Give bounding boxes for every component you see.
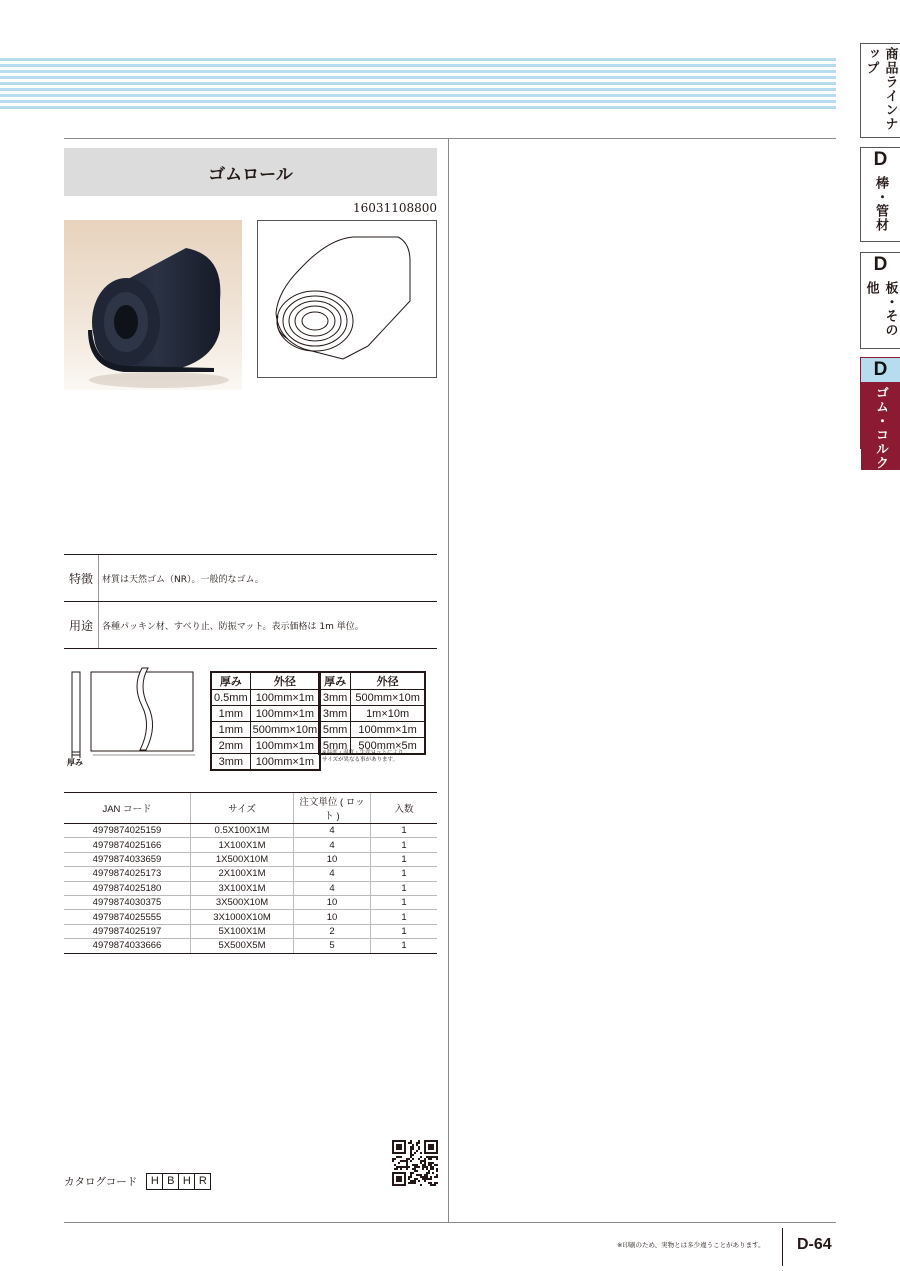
footer-note: ※印刷のため、実物とは多少違うことがあります。 (617, 1241, 765, 1249)
feature-row (64, 554, 437, 601)
qty-cell: 1 (371, 910, 438, 924)
lot-cell: 4 (294, 824, 371, 838)
thickness-diagram (64, 664, 204, 774)
size-cell: 3X100X1M (191, 881, 294, 895)
qty-cell: 1 (371, 939, 438, 953)
usage-text: 各種パッキン材、すべり止、防振マット。表示価格は 1m 単位。 (102, 621, 364, 632)
size-cell: 0.5X100X1M (191, 824, 294, 838)
side-tab-lineup[interactable] (860, 43, 900, 138)
usage-row (64, 601, 437, 649)
catalog-letter: R (194, 1173, 211, 1190)
jan-cell: 4979874025159 (64, 824, 191, 838)
table-row (64, 881, 437, 895)
side-tab-letter: D (873, 254, 888, 275)
qty-cell: 1 (371, 867, 438, 881)
lot-cell: 10 (294, 852, 371, 866)
lot-cell: 4 (294, 838, 371, 852)
side-tab-rods[interactable] (860, 147, 900, 242)
size-table-right: 厚み 外径 3mm 500mm×10m 3mm 1m×10m 5mm 100mm×1m 5mm 500mm×5m (318, 671, 426, 755)
feature-text: 材質は天然ゴム（NR）。一般的なゴム。 (102, 574, 264, 585)
side-tab-letter: D (873, 149, 888, 170)
footer-divider (782, 1228, 783, 1266)
size-cell: 1X100X1M (191, 838, 294, 852)
jan-cell: 4979874025173 (64, 867, 191, 881)
lot-cell: 5 (294, 939, 371, 953)
table-row (64, 867, 437, 881)
catalog-letter: B (162, 1173, 179, 1190)
size-cell: 3X500X10M (191, 895, 294, 909)
size-cell: 5X500X5M (191, 939, 294, 953)
qty-cell: 1 (371, 852, 438, 866)
catalog-letter: H (146, 1173, 163, 1190)
jan-cell: 4979874033666 (64, 939, 191, 953)
size-cell: 2X100X1M (191, 867, 294, 881)
side-tab-label: ゴム・コルク (873, 386, 888, 470)
lot-cell: 10 (294, 895, 371, 909)
table-row (64, 838, 437, 852)
lot-header: 注文単位 ( ロット ) (294, 793, 371, 824)
side-tab-plates[interactable] (860, 252, 900, 349)
jan-cell: 4979874030375 (64, 895, 191, 909)
product-code: 16031108800 (353, 201, 437, 215)
header-stripes (0, 58, 836, 110)
lot-cell: 2 (294, 924, 371, 938)
size-note: ※温度・湿度・生産ロットにより、 サイズが異なる事があります。 (322, 750, 409, 763)
size-table-left: 厚み 外径 0.5mm 100mm×1m 1mm 100mm×1m 1mm 500mm×10m 2mm 100mm×1m 3mm 100mm×1m (210, 671, 321, 771)
catalog-letter: H (178, 1173, 195, 1190)
qr-code[interactable] (392, 1140, 438, 1186)
jan-cell: 4979874025180 (64, 881, 191, 895)
side-tab-letter: D (861, 358, 900, 382)
qty-cell: 1 (371, 881, 438, 895)
qty-header: 入数 (371, 793, 438, 824)
jan-cell: 4979874025555 (64, 910, 191, 924)
table-row (64, 824, 437, 838)
product-photo (64, 220, 242, 390)
size-cell: 3X1000X10M (191, 910, 294, 924)
side-tab-label: 棒・管材 (873, 176, 888, 232)
side-tab-label: 板・その他 (863, 281, 898, 337)
column-divider (448, 138, 449, 1223)
side-tab-rubber[interactable] (860, 357, 900, 470)
jan-cell: 4979874025166 (64, 838, 191, 852)
product-line-drawing (257, 220, 437, 378)
jan-cell: 4979874033659 (64, 852, 191, 866)
size-header: サイズ (191, 793, 294, 824)
feature-label: 特徴 (64, 555, 99, 601)
size-cell: 1X500X10M (191, 852, 294, 866)
jan-cell: 4979874025197 (64, 924, 191, 938)
qty-cell: 1 (371, 924, 438, 938)
lot-cell: 4 (294, 881, 371, 895)
top-rule (64, 138, 836, 139)
table-row (64, 910, 437, 924)
product-title: ゴムロール (64, 148, 437, 196)
table-row (64, 895, 437, 909)
thickness-label: 厚み (67, 758, 83, 767)
side-tab-label: 商品ラインナップ (863, 47, 898, 131)
bottom-rule (64, 1222, 836, 1223)
catalog-code (64, 1173, 211, 1190)
table-row (64, 939, 437, 953)
jan-table (64, 792, 437, 954)
page-number: D-64 (797, 1236, 832, 1253)
catalog-label: カタログコード (64, 1176, 138, 1188)
table-row (64, 852, 437, 866)
qty-cell: 1 (371, 824, 438, 838)
size-cell: 5X100X1M (191, 924, 294, 938)
jan-header: JAN コード (64, 793, 191, 824)
qty-cell: 1 (371, 895, 438, 909)
lot-cell: 10 (294, 910, 371, 924)
usage-label: 用途 (64, 602, 99, 648)
table-row (64, 924, 437, 938)
lot-cell: 4 (294, 867, 371, 881)
qty-cell: 1 (371, 838, 438, 852)
